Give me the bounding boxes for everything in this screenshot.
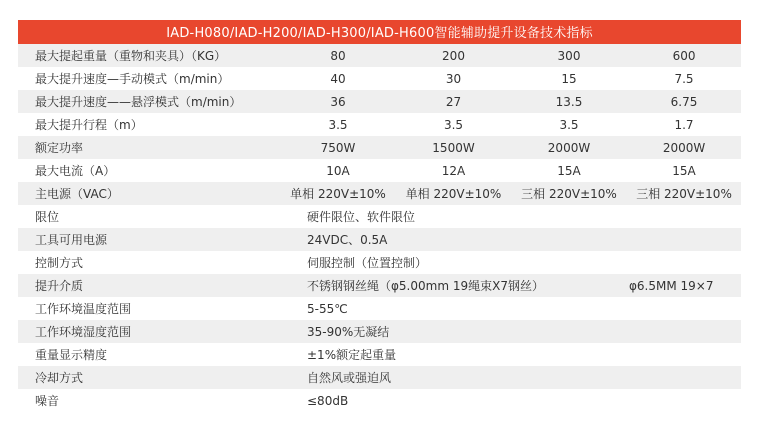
row-label: 最大提起重量（重物和夹具）（KG）	[18, 44, 280, 68]
row-label: 控制方式	[18, 251, 280, 274]
row-label: 重量显示精度	[18, 343, 280, 366]
row-label: 主电源（VAC）	[18, 182, 280, 205]
shared-value: 不锈钢钢丝绳（φ5.00mm 19绳束X7钢丝）	[280, 274, 627, 297]
table-row	[18, 159, 741, 182]
value-h080: 10A	[280, 159, 396, 182]
table-row	[18, 205, 741, 228]
table-row	[18, 182, 741, 205]
title-row	[18, 20, 741, 44]
value-h080: 80	[280, 44, 396, 68]
shared-value: 35-90%无凝结	[280, 320, 741, 343]
shared-value: 24VDC、0.5A	[280, 228, 741, 251]
table-row	[18, 67, 741, 90]
value-h300: 2000W	[511, 136, 627, 159]
value-h200: 3.5	[396, 113, 511, 136]
value-h300: 3.5	[511, 113, 627, 136]
value-h300: 300	[511, 44, 627, 68]
row-label: 最大提升行程（m）	[18, 113, 280, 136]
table-row	[18, 90, 741, 113]
table-body	[18, 44, 741, 413]
table-row	[18, 44, 741, 68]
value-h600: 600	[627, 44, 741, 68]
row-label: 限位	[18, 205, 280, 228]
value-h300: 三相 220V±10%	[511, 182, 627, 205]
shared-value: 自然风或强迫风	[280, 366, 741, 389]
row-label: 工作环境温度范围	[18, 297, 280, 320]
table-row	[18, 251, 741, 274]
value-h600: 2000W	[627, 136, 741, 159]
row-label: 噪音	[18, 389, 280, 412]
row-label: 工具可用电源	[18, 228, 280, 251]
row-label: 额定功率	[18, 136, 280, 159]
value-h200: 单相 220V±10%	[396, 182, 511, 205]
value-h200: 1500W	[396, 136, 511, 159]
value-h600: 1.7	[627, 113, 741, 136]
table-row	[18, 228, 741, 251]
value-h600: 15A	[627, 159, 741, 182]
value-h600: φ6.5MM 19×7	[627, 274, 741, 297]
shared-value: ≤80dB	[280, 389, 741, 412]
value-h080: 单相 220V±10%	[280, 182, 396, 205]
table-row	[18, 297, 741, 320]
value-h600: 三相 220V±10%	[627, 182, 741, 205]
value-h080: 36	[280, 90, 396, 113]
table-row	[18, 274, 741, 297]
shared-value: 5-55℃	[280, 297, 741, 320]
table-row	[18, 136, 741, 159]
row-label: 最大电流（A）	[18, 159, 280, 182]
value-h200: 30	[396, 67, 511, 90]
table-row	[18, 113, 741, 136]
value-h200: 27	[396, 90, 511, 113]
value-h300: 13.5	[511, 90, 627, 113]
value-h200: 12A	[396, 159, 511, 182]
value-h200: 200	[396, 44, 511, 68]
row-label: 冷却方式	[18, 366, 280, 389]
value-h600: 7.5	[627, 67, 741, 90]
value-h080: 3.5	[280, 113, 396, 136]
table-row	[18, 343, 741, 366]
shared-value: ±1%额定起重量	[280, 343, 741, 366]
shared-value: 硬件限位、软件限位	[280, 205, 741, 228]
spec-sheet	[18, 20, 741, 412]
spec-table	[18, 20, 741, 412]
table-row	[18, 320, 741, 343]
value-h080: 750W	[280, 136, 396, 159]
table-title: IAD-H080/IAD-H200/IAD-H300/IAD-H600智能辅助提升设备技术指标	[18, 20, 741, 44]
table-row	[18, 366, 741, 389]
row-label: 最大提升速度——悬浮模式（m/min）	[18, 90, 280, 113]
value-h080: 40	[280, 67, 396, 90]
row-label: 工作环境湿度范围	[18, 320, 280, 343]
table-row	[18, 389, 741, 412]
value-h300: 15A	[511, 159, 627, 182]
row-label: 提升介质	[18, 274, 280, 297]
shared-value: 伺服控制（位置控制）	[280, 251, 741, 274]
value-h600: 6.75	[627, 90, 741, 113]
value-h300: 15	[511, 67, 627, 90]
row-label: 最大提升速度—手动模式（m/min）	[18, 67, 280, 90]
